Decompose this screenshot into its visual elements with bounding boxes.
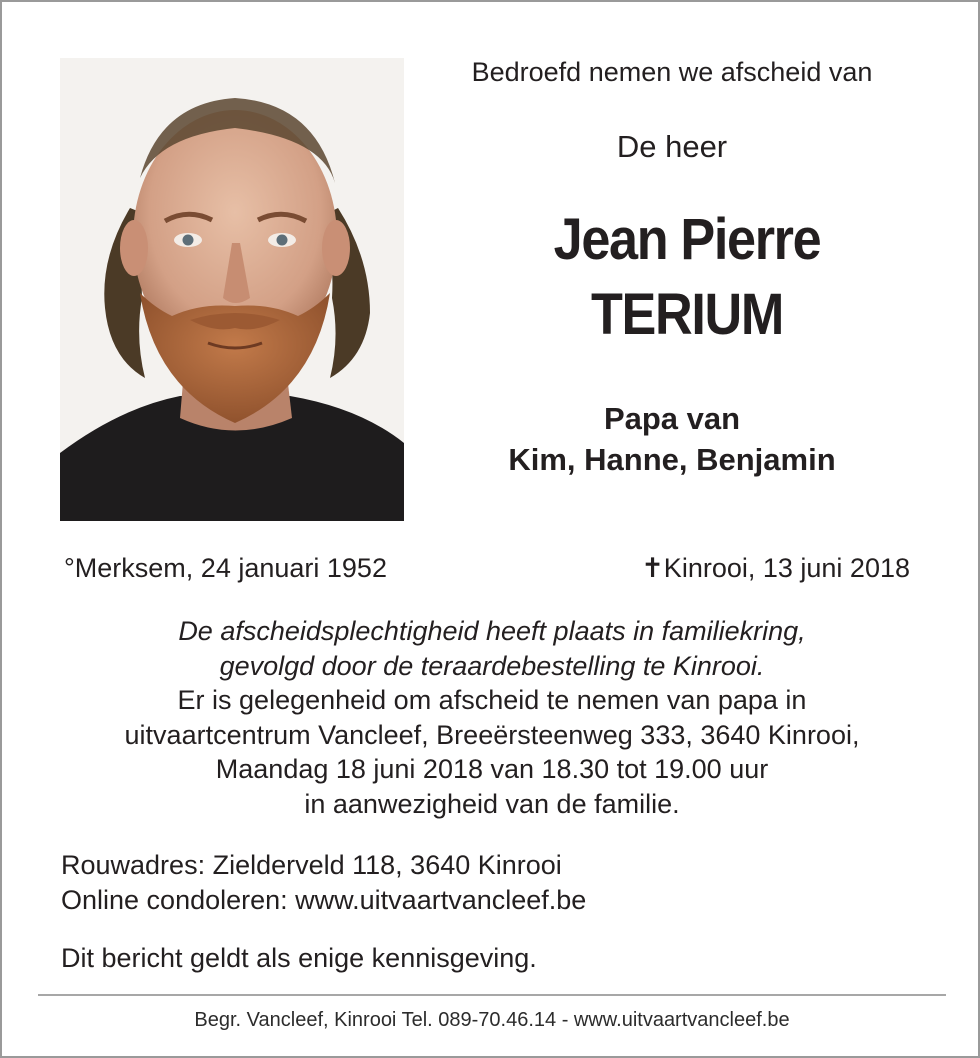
relation-block — [422, 398, 922, 480]
ceremony-line: De afscheidsplechtigheid heeft plaats in familiekring, — [178, 616, 806, 646]
ceremony-line: gevolgd door de teraardebestelling te Kinrooi. — [219, 650, 765, 681]
children-names: Kim, Hanne, Benjamin — [508, 442, 836, 477]
ceremony-line: in aanwezigheid van de familie. — [304, 788, 680, 819]
ceremony-line: uitvaartcentrum Vancleef, Breeërsteenweg 333, 3640 Kinrooi, — [124, 719, 860, 750]
first-name: Jean Pierre — [553, 207, 821, 272]
footer-divider — [38, 994, 946, 996]
ceremony-line: Maandag 18 juni 2018 van 18.30 tot 19.00 uur — [215, 754, 769, 784]
portrait-illustration — [60, 58, 404, 521]
ceremony-line: Er is gelegenheid om afscheid te nemen van papa in — [177, 685, 807, 715]
online-condolence: Online condoleren: www.uitvaartvancleef.be — [61, 885, 587, 915]
intro-text: Bedroefd nemen we afscheid van — [471, 57, 873, 87]
funeral-home-footer: Begr. Vancleef, Kinrooi Tel. 089-70.46.14 - www.uitvaartvancleef.be — [194, 1009, 790, 1031]
last-name: TERIUM — [590, 282, 783, 347]
notice-text: Dit bericht geldt als enige kennisgeving. — [61, 943, 537, 973]
death-date: ✝Kinrooi, 13 juni 2018 — [641, 553, 910, 583]
deceased-name — [449, 202, 926, 352]
mourning-address: Rouwadres: Zielderveld 118, 3640 Kinrooi — [61, 850, 562, 880]
birth-date: °Merksem, 24 januari 1952 — [64, 553, 387, 583]
contact-block — [61, 848, 586, 918]
salutation: De heer — [616, 129, 728, 164]
portrait-photo — [60, 58, 404, 521]
relation-title: Papa van — [603, 401, 741, 436]
ceremony-details — [22, 614, 962, 821]
